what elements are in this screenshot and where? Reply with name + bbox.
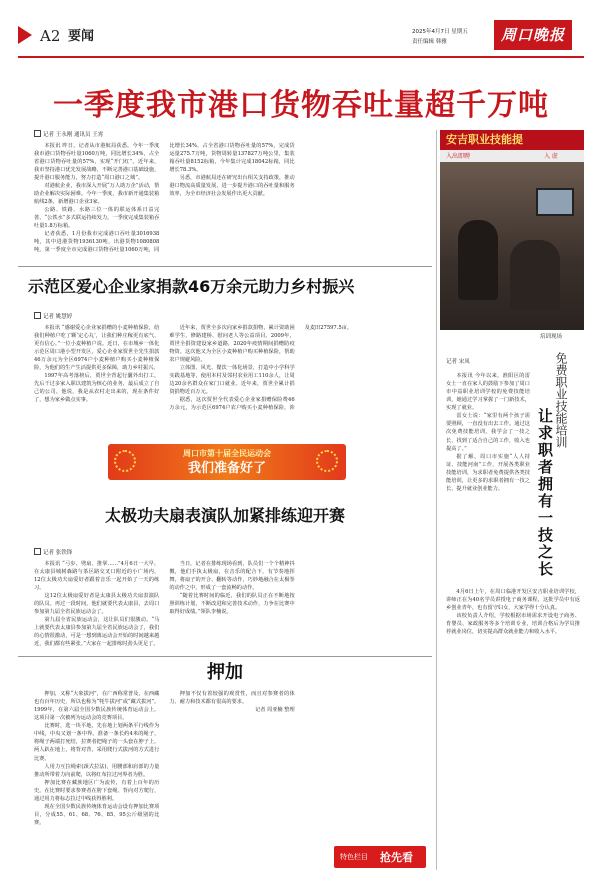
monitor-shape	[536, 188, 574, 216]
sidebar-paragraph: 本报讯 今年以来，淮阳区的雷女士一直在家人的鼓励下参加了周口市中益职业培训学校的免费技能培训，她通过学习掌握了一门新技术，实现了就业。	[446, 373, 530, 412]
story4-paragraph: 押加不仅有着较强的观赏性，而且对参赛者的体力、耐力和技术都有很高的要求。	[169, 691, 295, 706]
sidebar-byline: 记者 宋凤	[446, 359, 470, 365]
page-header	[18, 20, 584, 54]
story2	[34, 312, 430, 416]
promo-action: 抢先看	[380, 851, 413, 864]
lead-paragraph: 记者获悉，1月份我市完成港口吞吐量3016938吨，其中进港货物1936130吨，出港货物1080808吨。第一季度全市完成港口货物吞吐量1060万吨，同比增长34%，占全省港口货物吞吐量的57%，完成货运量275.7万吨，货物周转量137827万吨公里，集装箱吞吐量8152标箱，今年集计完成18042标箱，同比增长78.3%。	[34, 142, 295, 254]
section-rule	[18, 266, 432, 267]
story4-headline: 押加	[207, 662, 243, 683]
story4-body	[34, 690, 430, 838]
story2-body	[34, 324, 430, 418]
header-rule	[18, 56, 584, 58]
story3	[34, 548, 430, 648]
story3-byline: 记者 张铁锋	[34, 548, 430, 558]
story2-paragraph: 立体图、风光、餐饮一体化场景，打造中小学科学实践基地等，使用本村及邻村农业用工110余人，让周边20余名群众在家门口就业。近年来，贾世全累计捐资捐物近百万元。	[169, 364, 295, 396]
promo-box[interactable]	[334, 846, 426, 868]
sidebar-headline-small: 免费职业技能培训	[554, 352, 568, 448]
lead-headline: 一季度我市港口货物吞吐量超千万吨	[53, 88, 549, 123]
sidebar-headline-big: 让求职者拥有一技之长	[536, 408, 554, 578]
story2-paragraph: 本报讯 “感谢爱心企业家捐赠的小麦种植保险，给我们种植户吃了颗‘定心丸’，让我们种庄稼更有底气、更有信心。”一位小麦种植户说。近日，在市城乡一体化示范区周口港小型开发区，爱心企业家贾世全先生捐款46万余元为全区6974户小麦种植户购买小麦种植保险，为他们的生产生活提供更多保障，助力乡村振兴。	[34, 324, 160, 371]
student-figure	[510, 240, 560, 310]
training-ad-banner: 安吉职业技能提	[440, 130, 584, 150]
story2-byline: 记者 姚慧婷	[34, 312, 430, 322]
lead-paragraph: 另悉，市港航局还在研究出台相关支持政策，推动港口物流高质量发展，进一步提升港口的吞吐量和服务效率，为全市经济社会发展作出更大贡献。	[169, 174, 295, 197]
photo-caption: 培训现场	[540, 334, 563, 340]
story2-headline: 示范区爱心企业家捐款46万余元助力乡村振兴	[28, 277, 355, 296]
story3-body	[34, 560, 430, 650]
story2-paragraph: 1997年高考落榜后，贾世全背起行囊外出打工，先后干过多家入职以建筑为核心的业务，最后成立了自己的公司。他说，我是从农村走出来的，现在条件好了，想为家乡做点实事。	[34, 372, 160, 404]
page-code-badge	[18, 26, 32, 44]
story4-paragraph: 现在全国少数民族传统体育运动会设有押加比赛项目，分成55、61、68、76、85、95公斤级别的比赛。	[34, 803, 160, 826]
lead-byline: 记者 王永刚 通讯员 王霄	[34, 130, 430, 140]
training-ad-sub-right: 入 虚	[544, 153, 558, 160]
header-date: 2025年4月7日 星期五	[412, 29, 468, 35]
story3-paragraph: “随着比赛时间的临近，我们的队员正在不断地按照训练计划，不断改进和完善技术动作，力争在比赛中取得好成绩。”领队李楠说。	[169, 592, 295, 615]
sidebar-paragraph: 该校负责人介绍，学校根据市场需求开设电子商务、育婴员、家政服务等多个培训专业，培训合格后为学员推荐就业岗位，切实提高群众就业能力和收入水平。	[446, 613, 580, 636]
story4-paragraph: 押加，又称“大象拔河”，在广西称常普及，在西藏也有百年历史，所以也称为“牦牛拔河”或“藏式拔河”。1999年，在第六届全国少数民族传统体育运动会上，这项目第一次被列为运动会的竞赛项目。	[34, 691, 160, 722]
story4-credit: 记者 周亚楠 整理	[255, 707, 295, 714]
page-code: A2	[40, 27, 61, 45]
training-ad-photo	[440, 130, 584, 330]
masthead-logo: 周口晚报	[494, 20, 572, 50]
story4-paragraph: 押加比赛在藏族地区广为流传，有着上百年的历史。在比赛时要求参赛者在胯下套绳、背向对方爬行，通过用力将标志拉过中线获得胜利。	[34, 779, 160, 802]
section-name: 要闻	[68, 29, 95, 44]
promo-label: 特色栏目	[340, 853, 368, 861]
story4-paragraph: 人用力互拉绳索(颈式拉法)，用腰部和肩部的力量推动所带着力向前爬，以将红布拉过河界者为胜。	[34, 763, 160, 778]
column-divider	[436, 130, 437, 870]
sidebar-paragraph: 据了解，周口市实施“人人持证、技能河南”工作，开展各类职业技能培训，为求职者免费提供各类技能培训，让更多的求职者拥有一技之长，提升就业创业能力。	[446, 453, 530, 492]
training-ad-sub-left: 入出即聘	[446, 153, 471, 160]
lead-paragraph: 对港航企业，我市深入开展“万人助万企”活动，帮助企业解决实际困难。今年一季度，我市新开通集装箱航线2条，新增港口企业3家。	[34, 182, 160, 205]
lead-story	[34, 130, 430, 260]
event-banner	[108, 444, 346, 480]
header-editors: 责任编辑 韩雅	[412, 39, 447, 45]
story4	[34, 690, 430, 840]
sidebar-paragraph: 雷女士说：“家里有两个孩子需要照顾，一直没有出去工作。通过这次免费技能培训，我学会了一技之长，找到了适合自己的工作，收入也提高了。”	[446, 413, 530, 452]
story2-paragraph: 据悉，这次贾世全代表爱心企业家捐赠保险费46万余元，为示范区6974户农户购买小麦种植保险，涉及麦田27597.5亩。	[169, 324, 353, 412]
story3-paragraph: 这12位太极扇爱好者是太康县太极功夫扇表演队的队员。再过一段时间，他们就要代表太康县，去周口参加第九届全省民族运动会了。	[34, 592, 160, 615]
training-ad-subbar	[440, 150, 584, 162]
lead-paragraph: 本报讯 昨日，记者从市港航局获悉，今年一季度我市港口货物吞吐量1060万吨，同比增长34%，占全省港口货物吞吐量的57%，实现“开门红”。近年来，我市坚持港口优先发展战略，不断完善港口基础设施，提升港口服务能力，努力打造“周口港口之城”。	[34, 142, 160, 181]
lead-body	[34, 142, 430, 258]
student-figure	[458, 220, 498, 300]
sidebar-paragraph: 4月6日上午，在周口临港开发区安吉职业培训学校，讲师正在为40名学员讲授电子商务课程，这批学员中有返乡创业青年，也有留守妇女，大家学得十分认真。	[446, 589, 580, 612]
event-banner-line2: 我们准备好了	[187, 461, 266, 476]
sidebar-body-bottom	[446, 588, 580, 868]
event-banner-line1: 周口市第十届全民运动会	[183, 449, 271, 458]
lead-paragraph: 公路、铁路、水路三位一体的联运体系日益完善，“公铁水”多式联运持续发力，一季度完成集装箱吞吐量1.8万标箱。	[34, 207, 160, 230]
story4-paragraph: 比赛时，选一块平地，先在地上划两条平行线作为中线，中央又划一条中界。准备一条长约4米的绳子，将绳子两端打死结，拉赛者把绳子的一头套在脖子上，两人趴在地上，将背对背，采用爬行式拔河的方式进行比赛。	[34, 723, 160, 762]
story2-paragraph: 近年来，贾世全多次向家乡捐款捐物，累计资助困难学生、修路建桥、慰问老人等公益项目。2009年，贾世全捐资建设家乡道路，2020年疫情期间捐赠防疫物资。这次他又为全区小麦种植户购买种植保险，帮助农户规避风险。	[169, 324, 295, 363]
sidebar-body-top	[446, 372, 530, 582]
story3-headline: 太极功夫扇表演队加紧排练迎开赛	[104, 506, 345, 525]
story3-paragraph: 第九届全省民族运动会，这让队员们很激动。“马上就要代表太康县参加第九届全省民族运动会了，我们的心情很激动，可是一想到离运动会开始的时间越来越近，我们都有些紧张。”大家在一起排练时劲头更足了。	[34, 616, 160, 648]
story3-paragraph: 当日，记者在排练现场看到，队员们一个个精神抖擞，他们手执太极扇，在音乐的配合下，有节奏地挥舞，将扇子的开合、翻转等动作，巧妙地融合在太极拳的动作之中，形成了一套流畅的动作。	[169, 560, 295, 591]
story3-paragraph: 本报讯 “弓步、劈扇、推掌……”4月6日一大早，在太康县城树森路与茶区路交叉口附近的小广场内，12位太极功夫扇爱好者跟着音乐一起开始了一天的练习。	[34, 560, 160, 591]
sidebar-column	[440, 352, 584, 872]
section-rule	[18, 656, 432, 657]
